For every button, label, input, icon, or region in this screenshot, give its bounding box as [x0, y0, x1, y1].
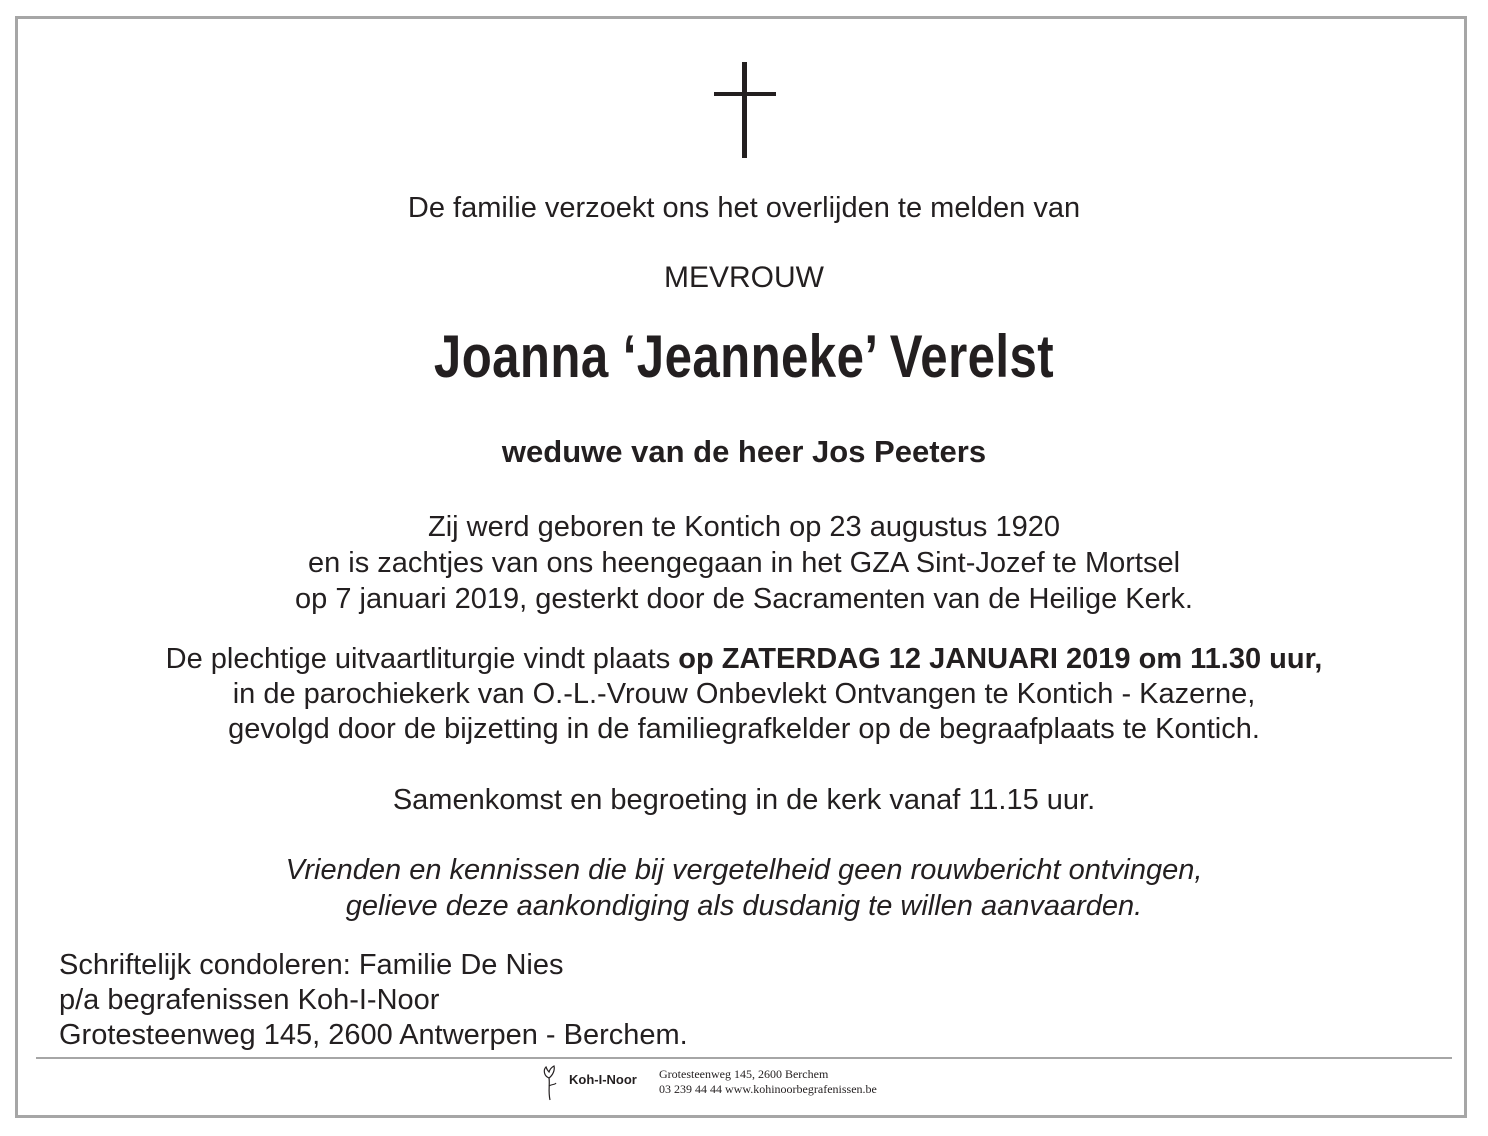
- birth-line: Zij werd geboren te Kontich op 23 augustus 1920: [428, 511, 1060, 543]
- condolence-line: Schriftelijk condoleren: Familie De Nies: [59, 949, 564, 981]
- company-address: Grotesteenweg 145, 2600 Berchem: [659, 1067, 829, 1081]
- deceased-name: Joanna ‘Jeanneke’ Verelst: [433, 323, 1055, 390]
- condolence-line: p/a begrafenissen Koh-I-Noor: [59, 984, 440, 1016]
- widow-subtitle: weduwe van de heer Jos Peeters: [501, 434, 987, 469]
- condolence-line: Grotesteenweg 145, 2600 Antwerpen - Berchem.: [59, 1019, 688, 1051]
- gathering-line: Samenkomst en begroeting in de kerk vanaf 11.15 uur.: [392, 784, 1096, 816]
- company-contact: 03 239 44 44 www.kohinoorbegrafenissen.be: [659, 1082, 877, 1096]
- footer-divider: [36, 1057, 1452, 1059]
- intro-text: De familie verzoekt ons het overlijden te melden van: [407, 192, 1081, 224]
- closing-line: gelieve deze aankondiging als dusdanig te willen aanvaarden.: [345, 890, 1143, 922]
- date-line: op 7 januari 2019, gesterkt door de Sacramenten van de Heilige Kerk.: [295, 583, 1193, 615]
- honorific-title: MEVROUW: [664, 261, 824, 294]
- closing-line: Vrienden en kennissen die bij vergetelheid geen rouwbericht ontvingen,: [285, 854, 1203, 886]
- flower-icon: [538, 1064, 560, 1102]
- burial-line: gevolgd door de bijzetting in de familiegrafkelder op de begraafplaats te Kontich.: [228, 713, 1260, 745]
- cross-icon: [714, 62, 776, 158]
- company-name: Koh-I-Noor: [569, 1072, 637, 1087]
- funeral-line: [0, 641, 1488, 677]
- funeral-prefix: De plechtige uitvaartliturgie vindt plaats: [165, 643, 679, 675]
- church-line: in de parochiekerk van O.-L.-Vrouw Onbevlekt Ontvangen te Kontich - Kazerne,: [232, 678, 1256, 710]
- funeral-date-highlight: op ZATERDAG 12 JANUARI 2019 om 11.30 uur,: [678, 643, 1323, 675]
- passing-line: en is zachtjes van ons heengegaan in het GZA Sint-Jozef te Mortsel: [307, 547, 1181, 579]
